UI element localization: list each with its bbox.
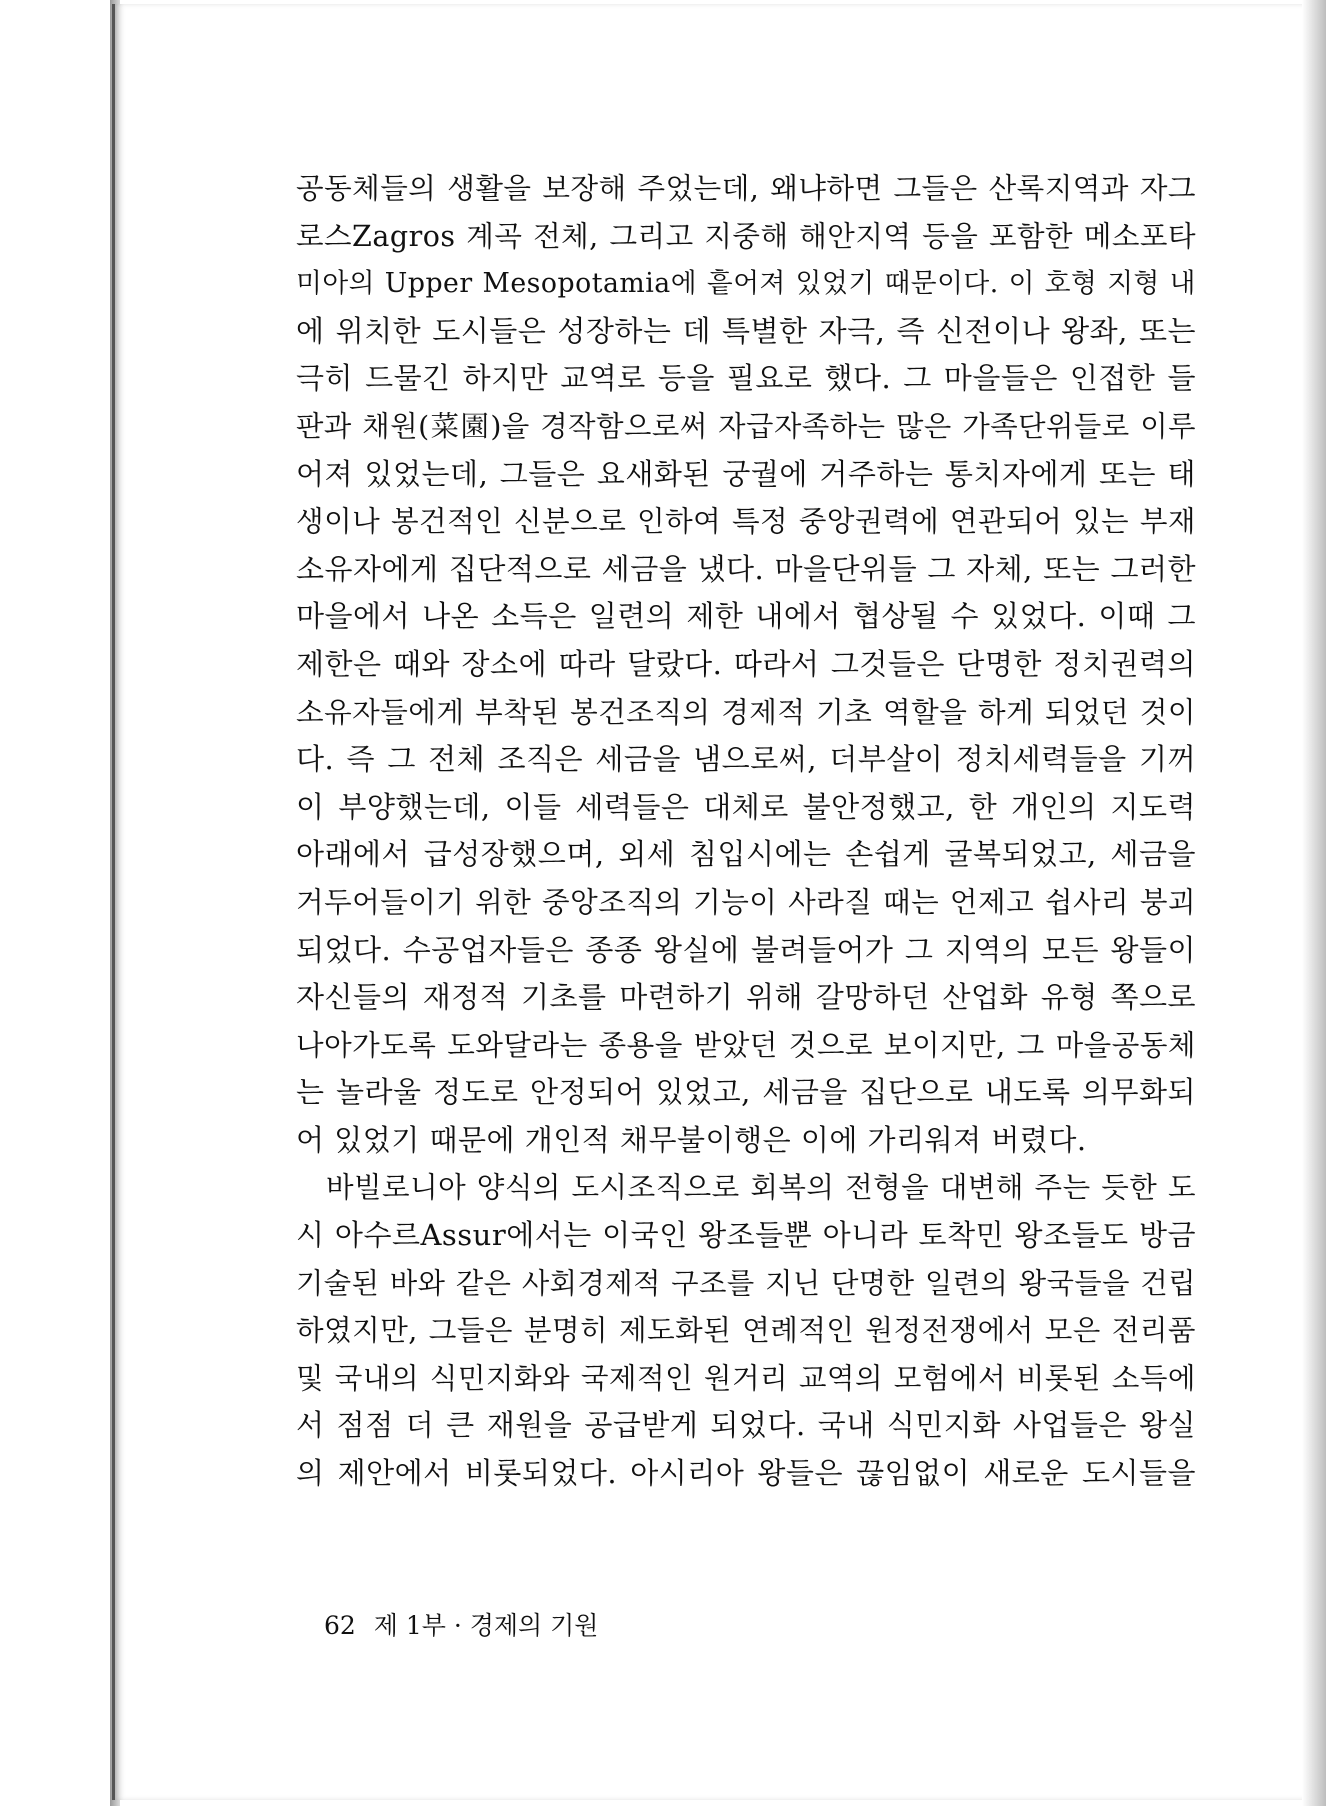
text-line: 에 위치한 도시들은 성장하는 데 특별한 자극, 즉 신전이나 왕좌, 또는: [296, 313, 1196, 348]
text-line: 소유자들에게 부착된 봉건조직의 경제적 기초 역할을 하게 되었던 것이: [296, 694, 1196, 729]
text-line: 미아의 Upper Mesopotamia에 흩어져 있었기 때문이다. 이 호형 지형 내: [296, 268, 1196, 300]
running-footer-title: 제 1부 · 경제의 기원: [373, 1611, 599, 1640]
text-line: 기술된 바와 같은 사회경제적 구조를 지닌 단명한 일련의 왕국들을 건립: [296, 1266, 1196, 1300]
page-edge-shadow: [1302, 0, 1326, 1806]
text-line: 어져 있었는데, 그들은 요새화된 궁궐에 거주하는 통치자에게 또는 태: [296, 456, 1196, 491]
page-number: 62: [324, 1611, 356, 1640]
text-line: 나아가도록 도와달라는 종용을 받았던 것으로 보이지만, 그 마을공동체: [296, 1027, 1196, 1062]
text-line: 되었다. 수공업자들은 종종 왕실에 불려들어가 그 지역의 모든 왕들이: [296, 932, 1196, 967]
page-footer: [324, 1606, 598, 1642]
text-line: 시 아수르Assur에서는 이국인 왕조들뿐 아니라 토착민 왕조들도 방금: [296, 1218, 1196, 1253]
text-line: 로스Zagros 계곡 전체, 그리고 지중해 해안지역 등을 포함한 메소포타: [296, 219, 1196, 253]
text-line: 바빌로니아 양식의 도시조직으로 회복의 전형을 대변해 주는 듯한 도: [326, 1171, 1196, 1205]
body-text: [296, 165, 1196, 1498]
text-line: 소유자에게 집단적으로 세금을 냈다. 마을단위들 그 자체, 또는 그러한: [296, 551, 1196, 586]
text-line: 하였지만, 그들은 분명히 제도화된 연례적인 원정전쟁에서 모은 전리품: [296, 1313, 1196, 1348]
text-line: 판과 채원(菜園)을 경작함으로써 자급자족하는 많은 가족단위들로 이루: [296, 409, 1196, 443]
text-line: 및 국내의 식민지화와 국제적인 원거리 교역의 모험에서 비롯된 소득에: [296, 1360, 1196, 1395]
text-line: 이 부양했는데, 이들 세력들은 대체로 불안정했고, 한 개인의 지도력: [296, 789, 1196, 824]
text-line: 마을에서 나온 소득은 일련의 제한 내에서 협상될 수 있었다. 이때 그: [296, 599, 1196, 634]
text-line: 는 놀라울 정도로 안정되어 있었고, 세금을 집단으로 내도록 의무화되: [296, 1075, 1196, 1110]
text-line: 의 제안에서 비롯되었다. 아시리아 왕들은 끊임없이 새로운 도시들을: [296, 1456, 1196, 1491]
text-line: 제한은 때와 장소에 따라 달랐다. 따라서 그것들은 단명한 정치권력의: [296, 646, 1196, 681]
text-line: 아래에서 급성장했으며, 외세 침입시에는 손쉽게 굴복되었고, 세금을: [296, 837, 1196, 872]
text-line: 다. 즉 그 전체 조직은 세금을 냄으로써, 더부살이 정치세력들을 기꺼: [296, 742, 1196, 777]
text-line: 거두어들이기 위한 중앙조직의 기능이 사라질 때는 언제고 쉽사리 붕괴: [296, 884, 1196, 919]
text-line: 서 점점 더 큰 재원을 공급받게 되었다. 국내 식민지화 사업들은 왕실: [296, 1408, 1196, 1443]
text-line: 공동체들의 생활을 보장해 주었는데, 왜냐하면 그들은 산록지역과 자그: [296, 171, 1196, 205]
text-line: 생이나 봉건적인 신분으로 인하여 특정 중앙권력에 연관되어 있는 부재: [296, 504, 1196, 539]
text-line: 극히 드물긴 하지만 교역로 등을 필요로 했다. 그 마을들은 인접한 들: [296, 361, 1196, 396]
text-line: 자신들의 재정적 기초를 마련하기 위해 갈망하던 산업화 유형 쪽으로: [296, 980, 1196, 1015]
text-line: 어 있었기 때문에 개인적 채무불이행은 이에 가리워져 버렸다.: [296, 1122, 1087, 1157]
